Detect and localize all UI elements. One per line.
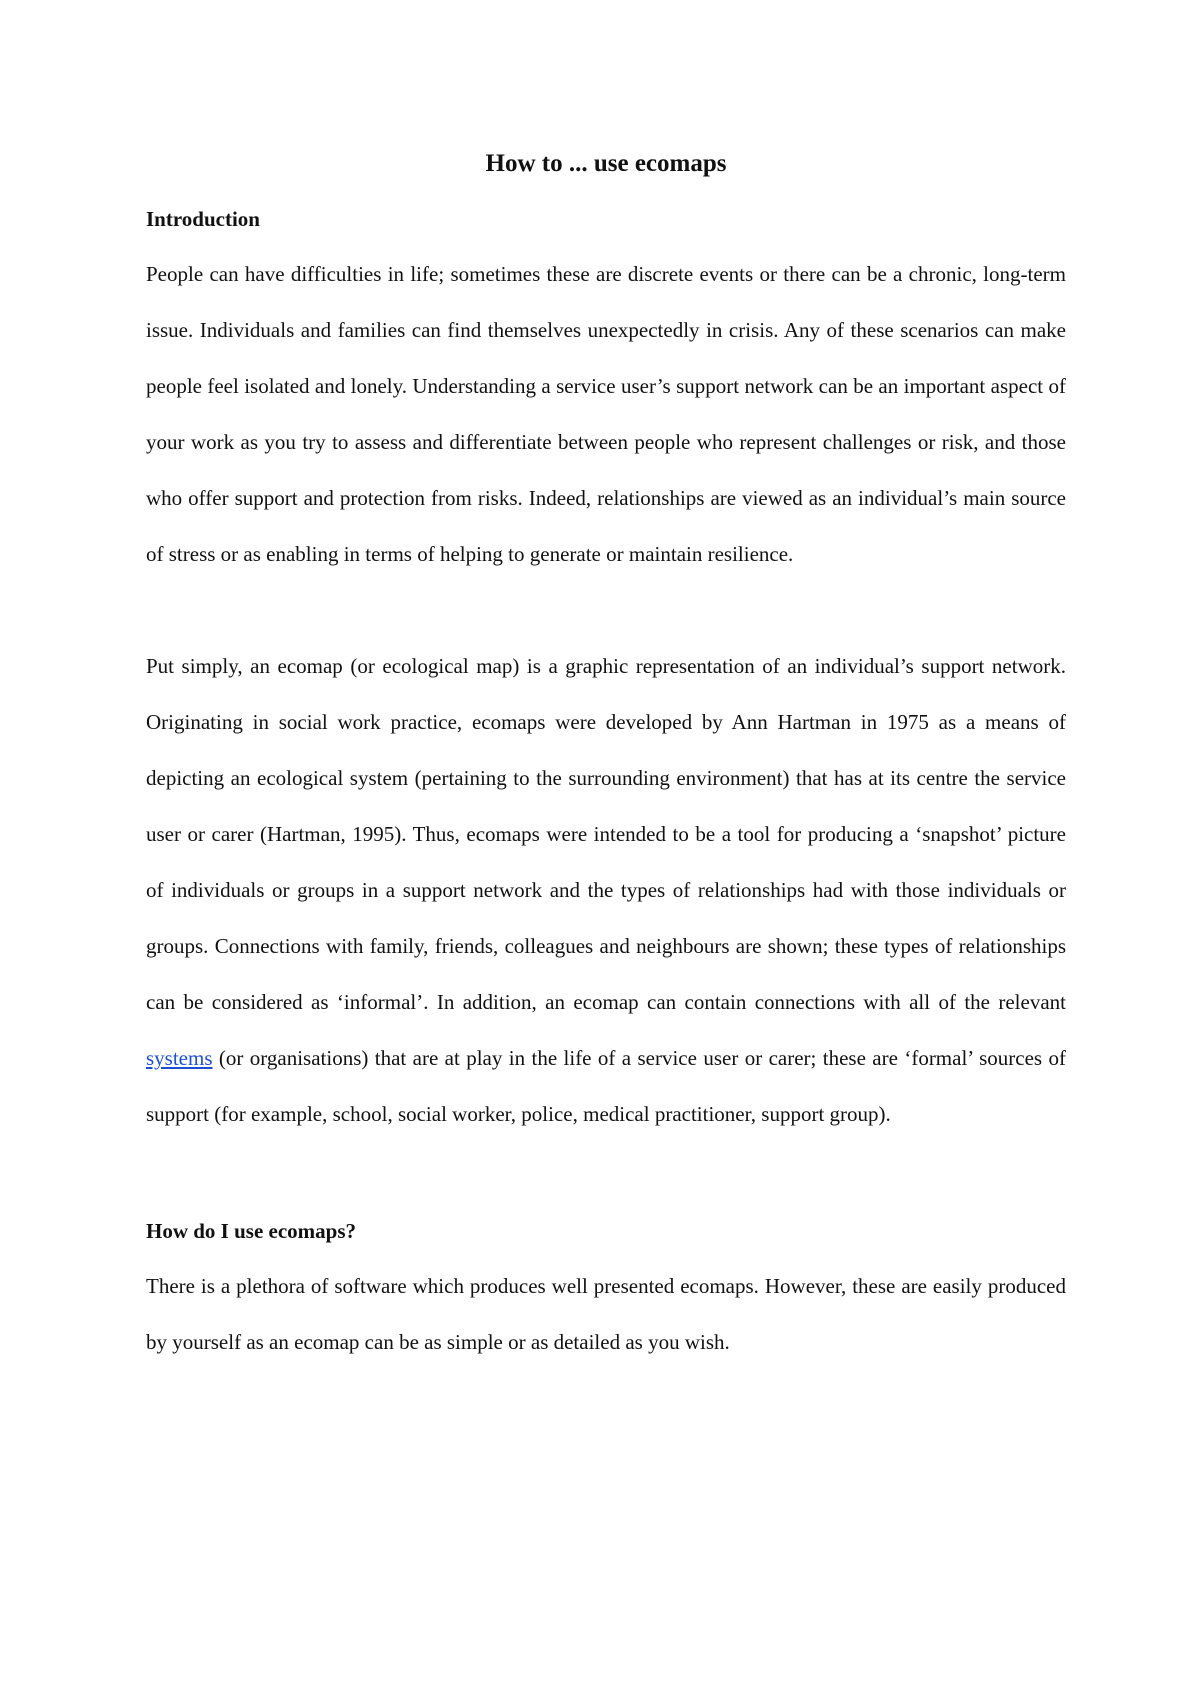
document-title: How to ... use ecomaps [485,150,727,177]
ecomap-text-after-link: (or organisations) that are at play in the life of a service user or carer; these are ‘formal’ sources of support (for example, school, social worker, police, medical practitioner, support group). [146,1046,1066,1126]
ecomap-definition-paragraph [146,638,1066,1142]
how-to-use-heading: How do I use ecomaps? [146,1219,357,1243]
how-to-use-paragraph: There is a plethora of software which produces well presented ecomaps. However, these are easily produced by yourself as an ecomap can be as simple or as detailed as you wish. [146,1274,1066,1354]
introduction-heading: Introduction [146,207,260,231]
document-page [146,146,1066,1370]
ecomap-text-before-link: Put simply, an ecomap (or ecological map) is a graphic representation of an individual’s support network. Originating in social work practice, ecomaps were developed by Ann Hartman in 1975 as a means of depicting an ecological system (pertaining to the surrounding environment) that has at its centre the service user or carer (Hartman, 1995). Thus, ecomaps were intended to be a tool for producing a ‘snapshot’ picture of individuals or groups in a support network and the types of relationships had with those individuals or groups. Connections with family, friends, colleagues and neighbours are shown; these types of relationships can be considered as ‘informal’. In addition, an ecomap can contain connections with all of the relevant [146,654,1066,1014]
systems-link[interactable]: systems [146,1046,213,1070]
introduction-paragraph: People can have difficulties in life; sometimes these are discrete events or there can be a chronic, long-term issue. Individuals and families can find themselves unexpectedly in crisis. Any of these scenarios can make people feel isolated and lonely. Understanding a service user’s support network can be an important aspect of your work as you try to assess and differentiate between people who represent challenges or risk, and those who offer support and protection from risks. Indeed, relationships are viewed as an individual’s main source of stress or as enabling in terms of helping to generate or maintain resilience. [146,262,1066,566]
